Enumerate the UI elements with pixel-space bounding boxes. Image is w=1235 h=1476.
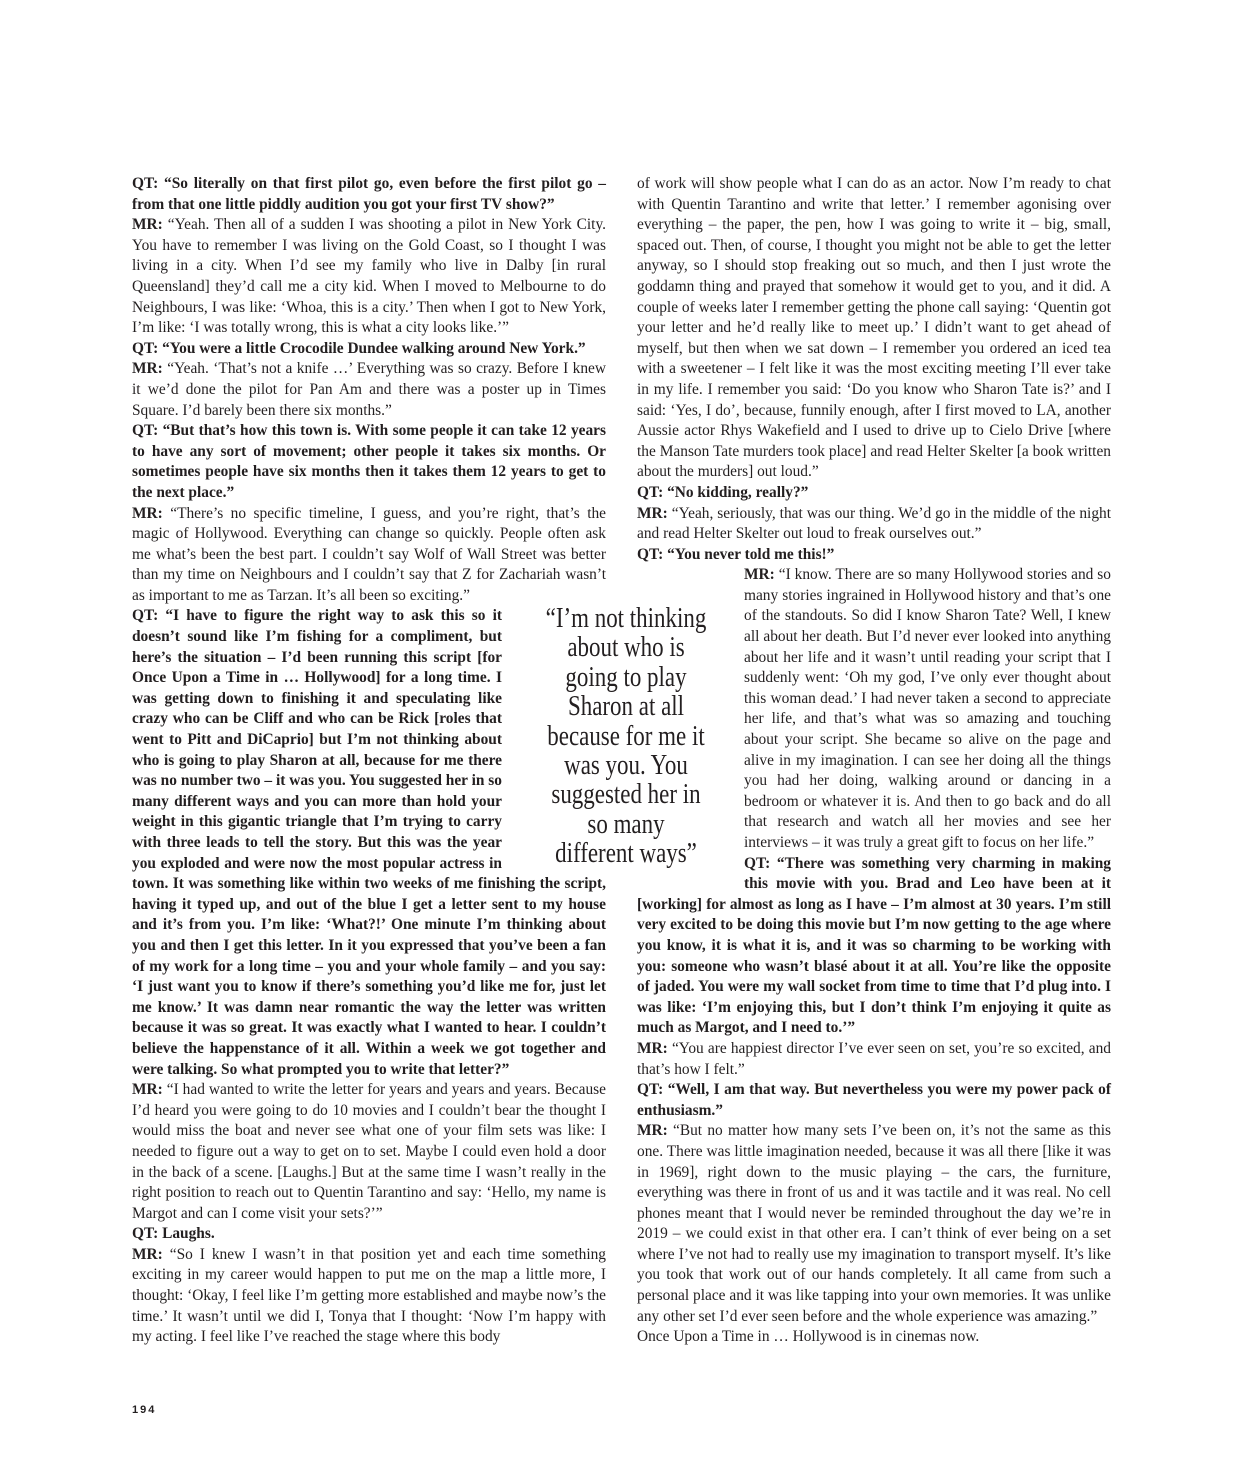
interview-paragraph: [637, 545, 1111, 566]
speaker-label: MR:: [637, 1039, 672, 1057]
paragraph-text: “I had wanted to write the letter for years and years and years. Because I’d heard you were going to do 10 movies and I couldn’t bear the thought I would miss the boat and never see what one of your film sets was like: I needed to figure out a way to get on to set. Maybe I could even hold a door in the back of a scene. [Laughs.] But at the same time I wasn’t really in the right position to reach out to Quentin Tarantino and say: ‘Hello, my name is Margot and can I come visit your sets?’”: [132, 1081, 606, 1222]
interview-paragraph: [637, 1121, 1111, 1327]
paragraph-text: Laughs.: [162, 1225, 215, 1243]
speaker-label: MR:: [132, 1081, 167, 1099]
interview-paragraph: [637, 174, 1111, 483]
paragraph-text: “No kidding, really?”: [667, 483, 809, 501]
paragraph-text: “There’s no specific timeline, I guess, and you’re right, that’s the magic of Hollywood. Everything can change so quickly. People often ask me what’s been the best part. I couldn’t say Wolf of Wall Street was better than my time on Neighbours and I couldn’t say that Z for Zachariah wasn’t as important to me as Tarzan. It’s all been so exciting.”: [132, 504, 606, 604]
speaker-label: MR:: [637, 1122, 674, 1140]
interview-paragraph: [637, 854, 1111, 1039]
left-column: [132, 174, 606, 1348]
interview-paragraph: [637, 1039, 1111, 1080]
speaker-label: MR:: [132, 1245, 170, 1263]
paragraph-text: Once Upon a Time in … Hollywood is in cinemas now.: [637, 1328, 980, 1346]
speaker-label: QT:: [637, 1081, 668, 1099]
page-number: 194: [132, 1404, 157, 1416]
interview-paragraph: [132, 1245, 606, 1348]
paragraph-text: “Well, I am that way. But nevertheless you were my power pack of enthusiasm.”: [637, 1081, 1111, 1119]
speaker-label: MR:: [132, 504, 171, 522]
speaker-label: MR:: [132, 360, 168, 378]
paragraph-text: “I know. There are so many Hollywood stories and so many stories ingrained in Hollywood history and that’s one of the standouts. So did I know Sharon Tate? Well, I knew all about her death. But I’d never ever looked into anything about her life and it wasn’t until reading your script that I suddenly went: ‘Oh my god, I’ve only ever thought about this woman dead.’ I had never taken a second to appreciate her life, and that’s what was so amazing and touching about your script. She became so alive on the page and alive in my imagination. I can see her doing all the things you had her doing, walking around or dancing in a bedroom or whatever it is. And then to go back and do all that research and watch all her movies and see her interviews – it was truly a great gift to focus on her life.”: [744, 566, 1111, 851]
interview-paragraph: [637, 1327, 1111, 1348]
speaker-label: MR:: [744, 566, 779, 584]
interview-paragraph: [132, 1224, 606, 1245]
paragraph-text: “I have to figure the right way to ask this so it doesn’t sound like I’m fishing for a compliment, but here’s the situation – I’d been running this script [for Once Upon a Time in … Hollywood] for a long time. I was getting down to finishing it and speculating like crazy who can be Cliff and who can be Rick [roles that went to Pitt and DiCaprio] but I’m not thinking about who is going to play Sharon at all, because for me there was no number two – it was you. You suggested her in so many different ways and you can more than hold your weight in this gigantic triangle that I’m trying to carry with three leads to tell the story. But this was the year you exploded and were now the most popular actress in town. It was something like within two weeks of me finishing the script, having it typed up, and out of the blue I get a letter sent to my house and it’s from you. I’m like: ‘What?!’ One minute I’m thinking about you and then I get this letter. In it you expressed that you’ve been a fan of my work for a long time – you and your whole family – and you say: ‘I just want you to know if there’s something you’d like me for, just let me know.’ It was damn near romantic the way the letter was written because it was so great. It was exactly what I wanted to hear. I couldn’t believe the happenstance of it all. Within a week we got together and were talking. So what prompted you to write that letter?”: [132, 607, 606, 1078]
speaker-label: QT:: [744, 854, 777, 872]
interview-paragraph: [132, 1080, 606, 1224]
interview-paragraph: [132, 339, 606, 360]
paragraph-text: “You never told me this!”: [667, 545, 835, 563]
interview-paragraph: [132, 421, 606, 503]
speaker-label: QT:: [637, 483, 668, 501]
paragraph-text: “You were a little Crocodile Dundee walking around New York.”: [162, 339, 586, 357]
paragraph-text: “So literally on that first pilot go, even before the first pilot go – from that one little piddly audition you got your first TV show?”: [132, 175, 606, 213]
paragraph-text: “Yeah. Then all of a sudden I was shooting a pilot in New York City. You have to remember I was living on the Gold Coast, so I thought I was living in a city. When I’d see my family who live in Dalby [in rural Queensland] they’d call me a city kid. When I moved to Melbourne to do Neighbours, I was like: ‘Whoa, this is a city.’ Then when I got to New York, I’m like: ‘I was totally wrong, this is what a city looks like.’”: [132, 216, 606, 337]
paragraph-text: “You are happiest director I’ve ever seen on set, you’re so excited, and that’s how I felt.”: [637, 1039, 1111, 1078]
paragraph-text: “But that’s how this town is. With some people it can take 12 years to have any sort of movement; other people it takes six months. Or sometimes people have six months then it takes them 12 years to get to the next place.”: [132, 422, 606, 501]
speaker-label: MR:: [132, 216, 168, 234]
paragraph-text: of work will show people what I can do as an actor. Now I’m ready to chat with Quentin Tarantino and write that letter.’ I remember agonising over everything – the paper, the pen, how I was going to write it – big, small, spaced out. Then, of course, I thought you might not be able to get the letter anyway, so I should stop freaking out so much, and then I just wrote the goddamn thing and prayed that somehow it would get to you, and it did. A couple of weeks later I remember getting the phone call saying: ‘Quentin got your letter and he’d really like to meet up.’ I didn’t want to get ahead of myself, but then when we sat down – I remember you ordered an iced tea with a sweetener – I felt like it was the most exciting meeting I’ll ever take in my life. I remember you said: ‘Do you know who Sharon Tate is?’ and I said: ‘Yes, I do’, because, funnily enough, after I first moved to LA, another Aussie actor Rhys Wakefield and I used to drive up to Cielo Drive [where the Manson Tate murders took place] and read Helter Skelter [a book written about the murders] out loud.”: [637, 175, 1111, 481]
paragraph-text: “Yeah, seriously, that was our thing. We’d go in the middle of the night and read Helter Skelter out loud to freak ourselves out.”: [637, 504, 1111, 543]
speaker-label: QT:: [132, 422, 163, 440]
speaker-label: QT:: [132, 1225, 163, 1243]
speaker-label: QT:: [132, 339, 163, 357]
speaker-label: QT:: [132, 175, 164, 192]
interview-paragraph: [637, 504, 1111, 545]
right-column: [637, 174, 1111, 1348]
interview-paragraph: [132, 174, 606, 215]
pull-quote: “I’m not thinking about who is going to play Sharon at all because for me it was you. You suggested her in so many different ways”: [545, 603, 707, 870]
interview-paragraph: [637, 483, 1111, 504]
interview-paragraph: [132, 359, 606, 421]
paragraph-text: “So I knew I wasn’t in that position yet and each time something exciting in my career would happen to put me on the map a little more, I thought: ‘Okay, I feel like I’m getting more established and maybe now’s the time.’ It wasn’t until we did I, Tonya that I thought: ‘Now I’m happy with my acting. I feel like I’ve reached the stage where this body: [132, 1245, 606, 1346]
interview-paragraph: [637, 1080, 1111, 1121]
paragraph-text: “Yeah. ‘That’s not a knife …’ Everything was so crazy. Before I knew it we’d done the pilot for Pan Am and there was a poster up in Times Square. I’d barely been there six months.”: [132, 360, 606, 419]
speaker-label: QT:: [637, 545, 668, 563]
paragraph-text: “But no matter how many sets I’ve been on, it’s not the same as this one. There was little imagination needed, because it was all there [like it was in 1969], right down to the music playing – the cars, the furniture, everything was there in front of us and it was tactile and it was real. No cell phones meant that I would never be reminded throughout the day we’re in 2019 – we could exist in that other era. I can’t think of ever being on a set where I’ve not had to really use my imagination to transport myself. It’s like you took that work out of our hands completely. It all came from such a personal place and it was like tapping into your own memories. It was unlike any other set I’d ever seen before and the whole experience was amazing.”: [637, 1122, 1111, 1325]
paragraph-text: “There was something very charming in making this movie with you. Brad and Leo have been at it [working] for almost as long as I have – I’m almost at 30 years. I’m still very excited to be doing this movie but I’m now getting to the age where you know, it is what it is, and it was so charming to be working with you: someone who wasn’t blasé about it at all. You’re like the opposite of jaded. You were my wall socket from time to time that I’d plug into. I was like: ‘I’m enjoying this, but I don’t think I’m enjoying it quite as much as Margot, and I need to.’”: [637, 854, 1111, 1037]
speaker-label: MR:: [637, 504, 672, 522]
speaker-label: QT:: [132, 607, 166, 625]
interview-paragraph: [132, 215, 606, 339]
